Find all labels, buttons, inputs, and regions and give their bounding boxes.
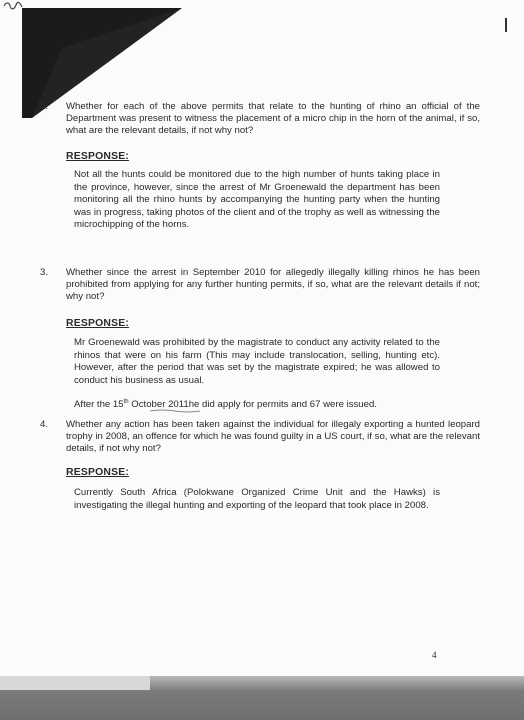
question-4 (40, 419, 480, 455)
response-extra-prefix: After the 15 (74, 399, 124, 411)
response-extra (74, 396, 440, 412)
question-number: 4. (40, 419, 49, 430)
scanner-shadow-light (0, 676, 150, 690)
response-heading: RESPONSE: (66, 467, 130, 478)
pen-underline-mark (150, 409, 200, 413)
response-extra-sup: th (123, 399, 129, 405)
response-extra-suffix: October 2011he did apply for permits and 67 were issued. (128, 399, 377, 411)
question-3 (40, 267, 480, 303)
scan-edge-mark (505, 18, 507, 32)
response-heading: RESPONSE: (66, 318, 130, 329)
scanner-shadow-band (0, 676, 524, 720)
question-2 (40, 101, 480, 137)
question-number: 3. (40, 267, 49, 278)
question-text: Whether since the arrest in September 2010 for allegedly illegally killing rhinos he has been prohibited from applying for any further hunting permits, if so, what are the relevant details if not; why not? (66, 267, 480, 302)
question-text: Whether for each of the above permits that relate to the hunting of rhino an official of the Department was present to witness the placement of a micro chip in the horn of the animal, if so, what are the relevant details, if not why not? (66, 101, 480, 136)
response-text: Not all the hunts could be monitored due to the high number of hunts taking place in the province, however, since the arrest of Mr Groenewald the department has been monitoring all the rhino hunts by accompanying the hunting party when the hunting was in progress, taking photos of the client and of the trophy as well as witnessing the microchipping of the horns. (74, 169, 440, 231)
question-number: 2. (40, 101, 49, 112)
page-number: 4 (432, 650, 437, 660)
response-text: Currently South Africa (Polokwane Organized Crime Unit and the Hawks) is investigating the illegal hunting and exporting of the leopard that took place in 2008. (74, 487, 440, 511)
response-heading: RESPONSE: (66, 151, 130, 162)
question-text: Whether any action has been taken against the individual for illegaly exporting a hunted leopard trophy in 2008, an offence for which he was found guilty in a US court, if so, what are the relevant details, if not why not? (66, 419, 480, 454)
handwritten-mark-icon (2, 0, 24, 12)
response-text: Mr Groenewald was prohibited by the magistrate to conduct any activity related to the rhinos that were on his farm (This may include translocation, selling, hunting etc). However, after the period that was set by the magistrate expired; he was allowed to conduct his business as usual. (74, 337, 440, 386)
